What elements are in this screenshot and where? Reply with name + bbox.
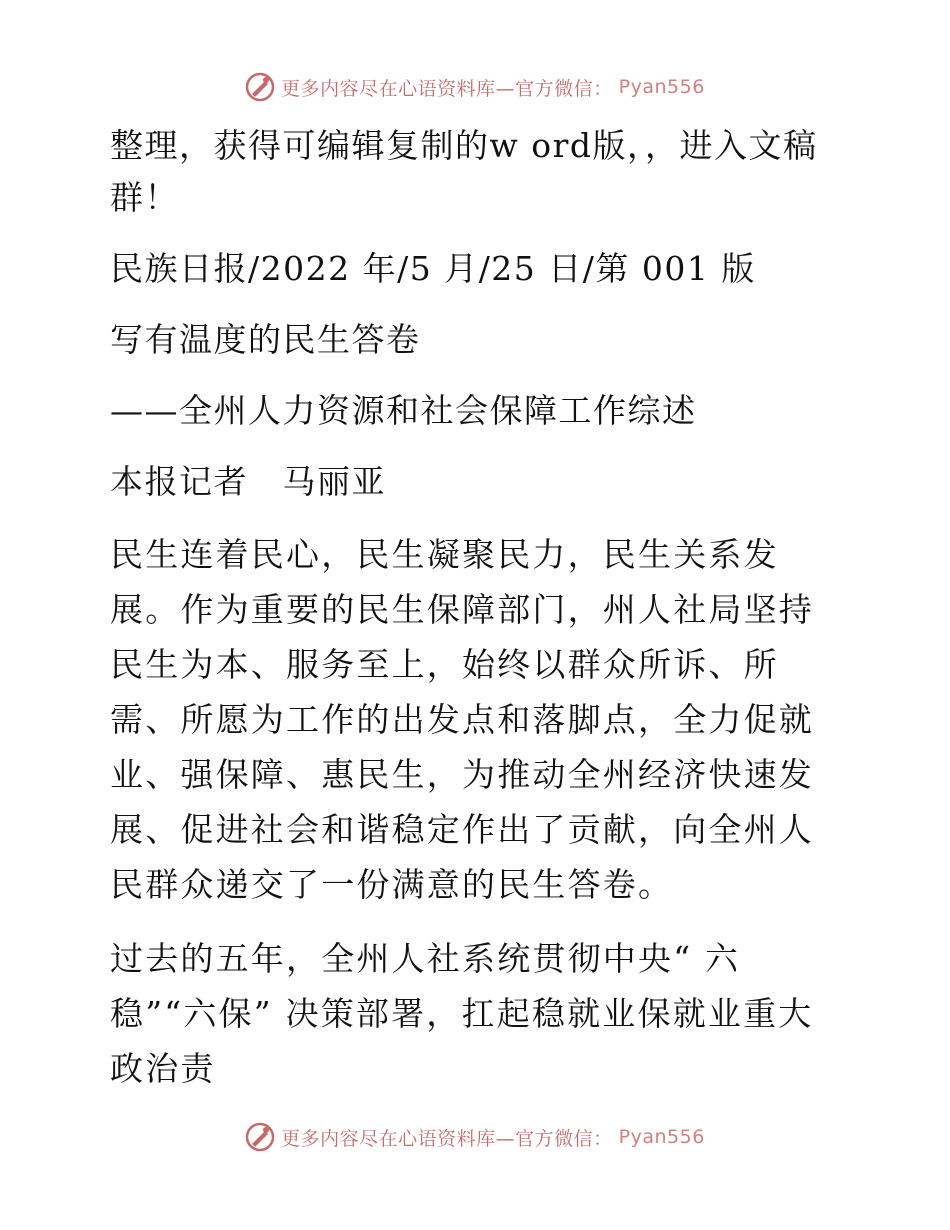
watermark-id: Pyan556 [618,76,705,98]
watermark-text: 更多内容尽在心语资料库—官方微信： [281,77,613,100]
paragraph-2: 过去的五年，全州人社系统贯彻中央“ 六稳”“六保” 决策部署，扛起稳就业保就业重大政治责 [110,939,814,1088]
watermark-id: Pyan556 [618,1126,705,1148]
header-watermark [0,72,950,102]
watermark-text: 更多内容尽在心语资料库—官方微信： [281,1127,613,1150]
article-subtitle: ——全州人力资源和社会保障工作综述 [110,391,697,430]
intro-line: 整理，获得可编辑复制的w ord版，，进入文稿群！ [110,126,818,217]
article-title: 写有温度的民生答卷 [110,320,421,359]
byline: 本报记者 马丽亚 [110,462,386,501]
pen-logo-icon [245,72,275,102]
document-body [98,120,848,1115]
paragraph-1: 民生连着民心，民生凝聚民力，民生关系发展。作为重要的民生保障部门，州人社局坚持民生为本、服务至上，始终以群众所诉、所需、所愿为工作的出发点和落脚点，全力促就业、强保障、惠民生，为推动全州经济快速发展、促进社会和谐稳定作出了贡献，向全州人民群众递交了一份满意的民生答卷。 [110,535,814,904]
footer-watermark [0,1122,950,1152]
dateline: 民族日报/2022 年/5 月/25 日/第 001 版 [110,249,756,288]
pen-logo-icon [245,1122,275,1152]
